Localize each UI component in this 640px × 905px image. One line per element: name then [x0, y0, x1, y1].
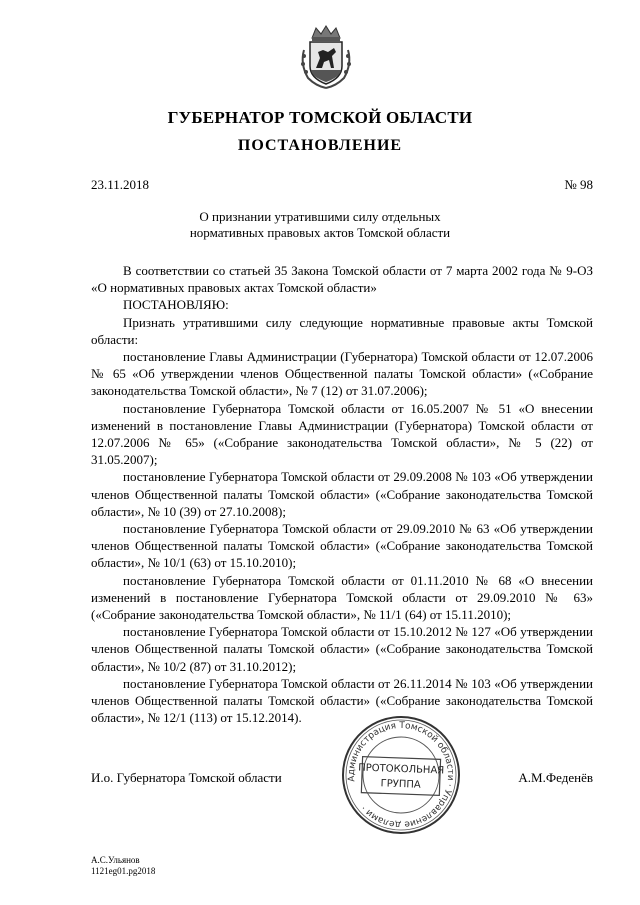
intro-paragraph: Признать утратившими силу следующие нормативные правовые акты Томской области:: [91, 314, 593, 347]
signatory-position: И.о. Губернатора Томской области: [91, 770, 282, 785]
coat-of-arms-icon: [298, 24, 354, 90]
subject-line: О признании утратившими силу отдельных: [199, 209, 441, 224]
document-body: [91, 262, 593, 726]
list-item: постановление Губернатора Томской области от 15.10.2012 № 127 «Об утверждении членов Общественной палаты Томской области» («Собрание законодательства Томской области», № 10/2 (87) от 31.10.2012);: [91, 624, 593, 674]
authority-title: ГУБЕРНАТОР ТОМСКОЙ ОБЛАСТИ: [167, 108, 473, 127]
document-type: ПОСТАНОВЛЕНИЕ: [237, 137, 403, 154]
stamp-ring-text: Администрация Томской области · Управление делами ·: [346, 720, 456, 830]
stamp-center-line: ПРОТОКОЛЬНАЯ: [357, 762, 445, 777]
executor-name: А.С.Ульянов: [91, 855, 140, 865]
list-item: постановление Главы Администрации (Губернатора) Томской области от 12.07.2006 № 65 «Об утверждении членов Общественной палаты Томской области» («Собрание законодательства Томской области», № 7 (12) от 31.07.2006);: [91, 349, 593, 399]
official-stamp: [338, 712, 464, 838]
file-reference: 1121eg01.pg2018: [91, 866, 156, 876]
document-date: 23.11.2018: [91, 177, 150, 192]
list-item: постановление Губернатора Томской области от 29.09.2010 № 63 «Об утверждении членов Общественной палаты Томской области» («Собрание законодательства Томской области», № 10/1 (63) от 15.10.2010);: [91, 521, 593, 571]
document-subject: [0, 209, 640, 241]
list-item: постановление Губернатора Томской области от 16.05.2007 № 51 «О внесении изменений в постановление Главы Администрации (Губернатора) Томской области от 12.07.2006 № 65» («Собрание законодательства Томской области», № 5 (22) от 31.05.2007);: [91, 400, 593, 468]
signatory-name: А.М.Феденёв: [518, 770, 593, 785]
document-number: № 98: [564, 177, 593, 192]
list-item: постановление Губернатора Томской области от 26.11.2014 № 103 «Об утверждении членов Общественной палаты Томской области» («Собрание законодательства Томской области», № 12/1 (113) от 15.12.2014).: [91, 675, 593, 726]
stamp-center-line: ГРУППА: [380, 778, 421, 791]
subject-line: нормативных правовых актов Томской области: [189, 225, 451, 240]
basis-paragraph: В соответствии со статьей 35 Закона Томской области от 7 марта 2002 года № 9-ОЗ «О нормативных правовых актах Томской области»: [91, 263, 593, 296]
footer-note: [91, 855, 155, 877]
list-item: постановление Губернатора Томской области от 01.11.2010 № 68 «О внесении изменений в постановление Губернатора Томской области от 29.09.2010 № 63» («Собрание законодательства Томской области», № 11/1 (64) от 15.11.2010);: [91, 572, 593, 623]
decree-word: ПОСТАНОВЛЯЮ:: [123, 297, 229, 313]
list-item: постановление Губернатора Томской области от 29.09.2008 № 103 «Об утверждении членов Общественной палаты Томской области» («Собрание законодательства Томской области», № 10 (39) от 27.10.2008);: [91, 469, 593, 519]
